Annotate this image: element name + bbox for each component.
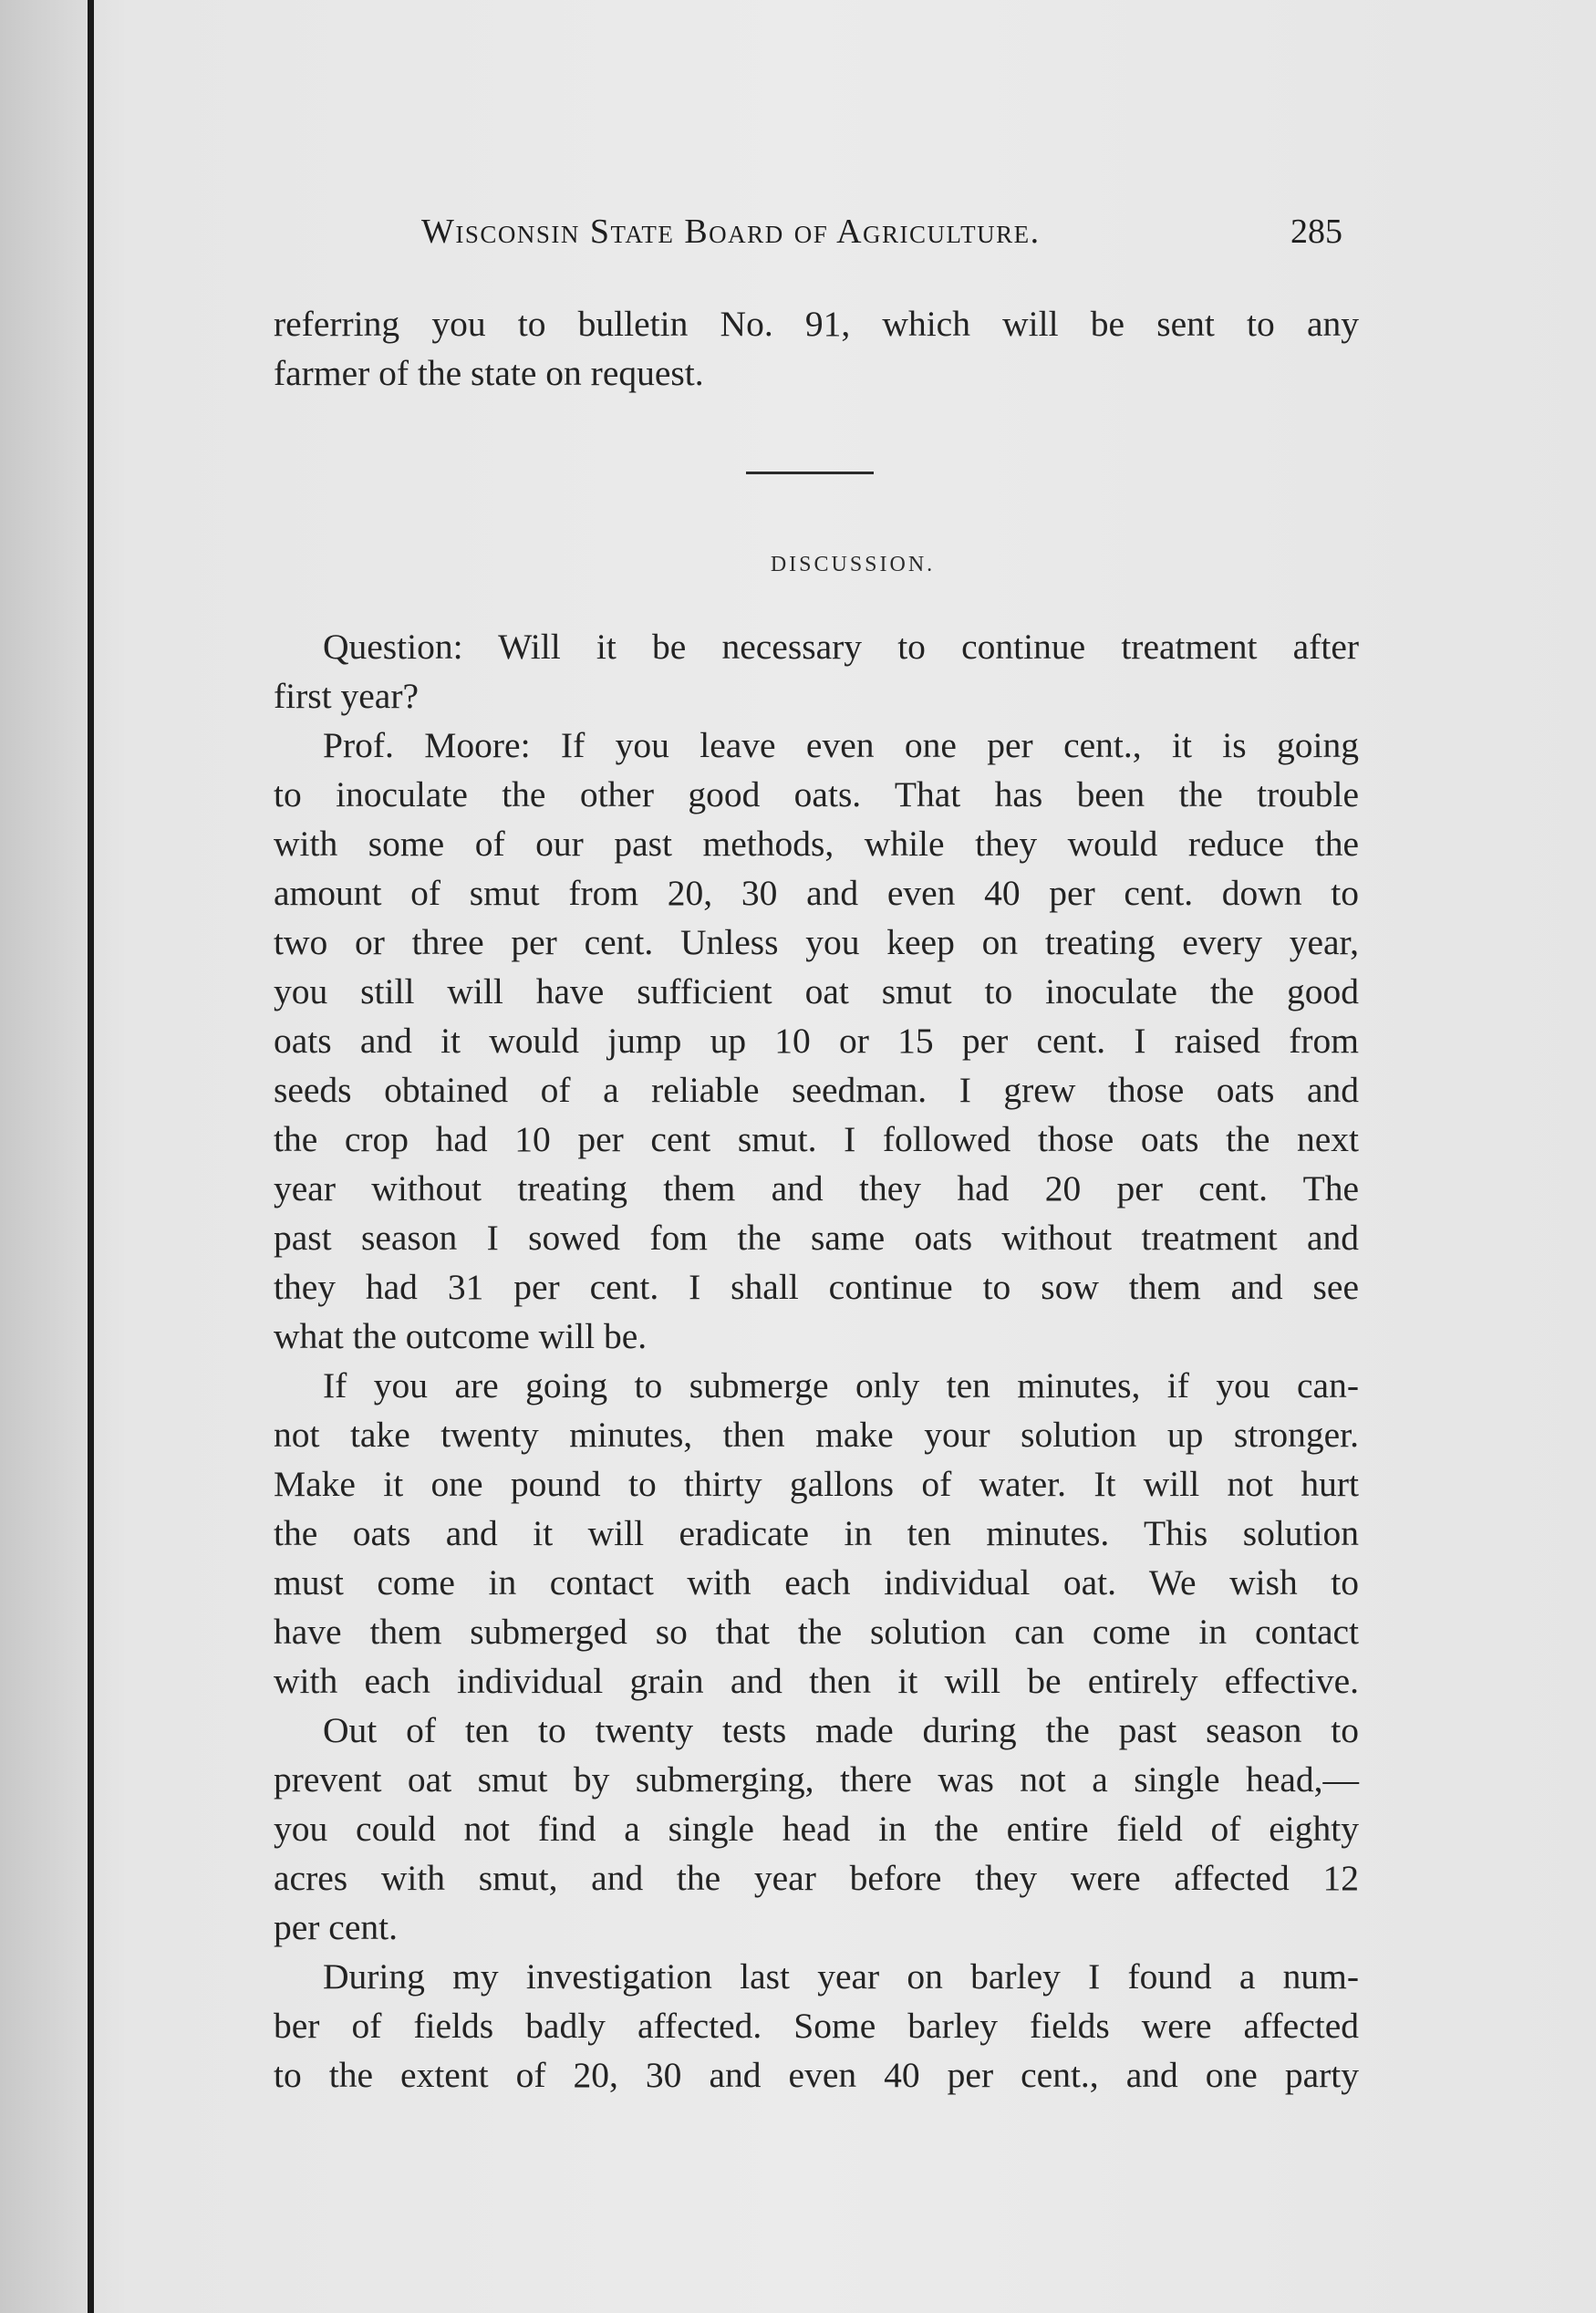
text-line: what the outcome will be.	[274, 1316, 648, 1356]
text-line: first year?	[274, 676, 420, 716]
text-line: to inoculate the other good oats. That has been the trouble	[274, 774, 1359, 814]
text-line: oats and it would jump up 10 or 15 per cent. I raised from	[274, 1021, 1359, 1061]
text-line: Question: Will it be necessary to continue treatment after	[323, 627, 1359, 667]
text-line: Out of ten to twenty tests made during the past season to	[323, 1710, 1359, 1750]
text-line: have them submerged so that the solution can come in contact	[274, 1612, 1359, 1652]
page-number: 285	[1290, 213, 1342, 251]
text-line: farmer of the state on request.	[274, 353, 704, 393]
text-line: referring you to bulletin No. 91, which will be sent to any	[274, 304, 1359, 344]
text-line: with each individual grain and then it will be entirely effective.	[274, 1661, 1359, 1701]
text-line: you could not find a single head in the entire field of eighty	[274, 1809, 1359, 1849]
text-line: with some of our past methods, while they would reduce the	[274, 824, 1359, 864]
section-heading: DISCUSSION.	[770, 553, 936, 576]
text-line: per cent.	[274, 1907, 398, 1947]
text-line: two or three per cent. Unless you keep on treating every year,	[274, 922, 1359, 962]
text-line: acres with smut, and the year before they were affected 12	[274, 1858, 1359, 1898]
text-line: the crop had 10 per cent smut. I followed those oats the next	[274, 1119, 1359, 1159]
text-line: they had 31 per cent. I shall continue to sow them and see	[274, 1267, 1359, 1307]
text-line: Make it one pound to thirty gallons of water. It will not hurt	[274, 1464, 1359, 1504]
text-line: prevent oat smut by submerging, there was not a single head,—	[274, 1759, 1359, 1800]
text-line: past season I sowed fom the same oats without treatment and	[274, 1218, 1359, 1258]
text-line: If you are going to submerge only ten minutes, if you can-	[323, 1365, 1359, 1405]
text-line: not take twenty minutes, then make your solution up stronger.	[274, 1415, 1359, 1455]
text-line: During my investigation last year on barley I found a num-	[323, 1956, 1359, 1997]
text-line: amount of smut from 20, 30 and even 40 per cent. down to	[274, 873, 1359, 913]
text-line: ber of fields badly affected. Some barley fields were affected	[274, 2006, 1359, 2046]
binding-edge	[88, 0, 94, 2313]
binding-shadow	[0, 0, 88, 2313]
text-line: year without treating them and they had 20 per cent. The	[274, 1168, 1359, 1208]
text-line: you still will have sufficient oat smut to inoculate the good	[274, 971, 1359, 1011]
section-rule	[746, 472, 874, 474]
text-line: Prof. Moore: If you leave even one per cent., it is going	[323, 725, 1359, 765]
text-line: to the extent of 20, 30 and even 40 per cent., and one party	[274, 2055, 1359, 2095]
text-line: must come in contact with each individual oat. We wish to	[274, 1562, 1359, 1603]
running-head	[421, 212, 1342, 252]
text-line: the oats and it will eradicate in ten minutes. This solution	[274, 1513, 1359, 1553]
text-line: seeds obtained of a reliable seedman. I grew those oats and	[274, 1070, 1359, 1110]
running-head-title: Wisconsin State Board of Agriculture.	[421, 213, 1041, 251]
